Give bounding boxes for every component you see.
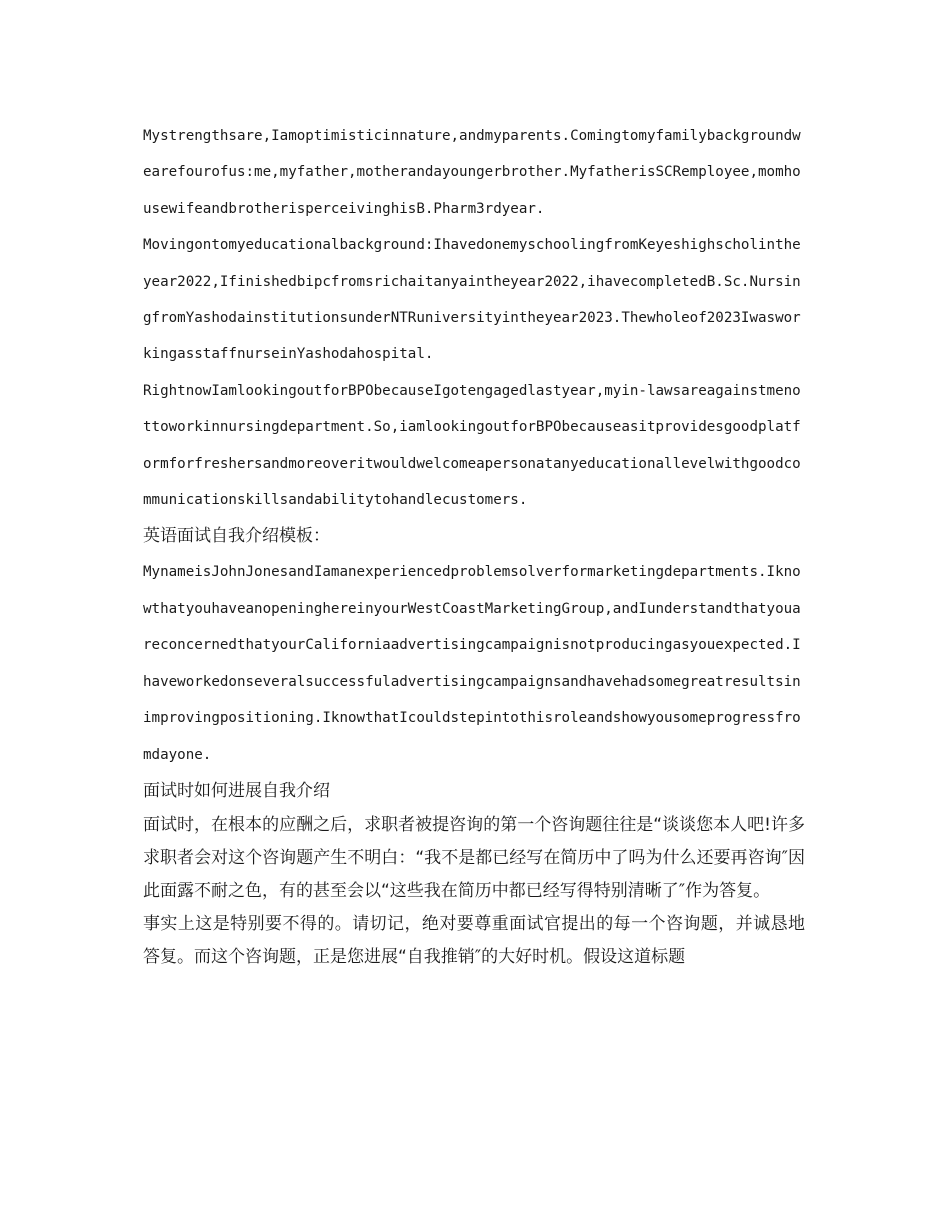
- document-body: [143, 118, 805, 974]
- paragraph-education: Movingontomyeducationalbackground:IhavedonemyschoolingfromKeyeshighscholintheyear2022,Ifinishedbipcfromsrichaitanyaintheyear2022,ihavecompletedB.Sc.NursingfromYashodainstitutionsunderNTRuniversityintheyear2023.Thewholeof2023IwasworkingasstaffnurseinYashodahospital.: [143, 237, 801, 363]
- heading-template: 英语面试自我介绍模板：: [143, 526, 330, 547]
- heading-how-to-introduce: 面试时如何进展自我介绍: [143, 780, 330, 801]
- paragraph-template-sample: MynameisJohnJonesandIamanexperiencedproblemsolverformarketingdepartments.IknowthatyouhaveanopeninghereinyourWestCoastMarketingGroup,andIunderstandthatyouareconcernedthatyourCaliforniaadvertisingcampaignisnotproducingasyouexpected.Ihaveworkedonseveralsuccessfuladvertisingcampaignsandhavehadsomegreatresultsinimprovingpositioning.IknowthatIcouldstepintothisroleandshowyousomeprogressfromdayone.: [143, 564, 801, 763]
- paragraph-self-promotion: 事实上这是特别要不得的。请切记，绝对要尊重面试官提出的每一个咨询题，并诚恳地答复。而这个咨询题，正是您进展“自我推销″的大好时机。假设这道标题: [143, 913, 805, 967]
- paragraph-bpo-reason: RightnowIamlookingoutforBPObecauseIgotengagedlastyear,myin-lawsareagainstmenottoworkinnursingdepartment.So,iamlookingoutforBPObecauseasitprovidesgoodplatformforfreshersandmoreoveritwouldwelcomeapersonatanyeducationallevelwithgoodcommunicationskillsandabilitytohandlecustomers.: [143, 382, 801, 509]
- paragraph-interview-question: 面试时，在根本的应酬之后，求职者被提咨询的第一个咨询题往往是“谈谈您本人吧!许多求职者会对这个咨询题产生不明白：“我不是都已经写在简历中了吗为什么还要再咨询″因此面露不耐之色，有的甚至会以“这些我在简历中都已经写得特别清晰了″作为答复。: [143, 814, 805, 901]
- paragraph-strengths: Mystrengthsare,Iamoptimisticinnature,andmyparents.Comingtomyfamilybackgroundwearefourofus:me,myfather,motherandayoungerbrother.MyfatherisSCRemployee,momhousewifeandbrotherisperceivinghisB.Pharm3rdyear.: [143, 128, 801, 217]
